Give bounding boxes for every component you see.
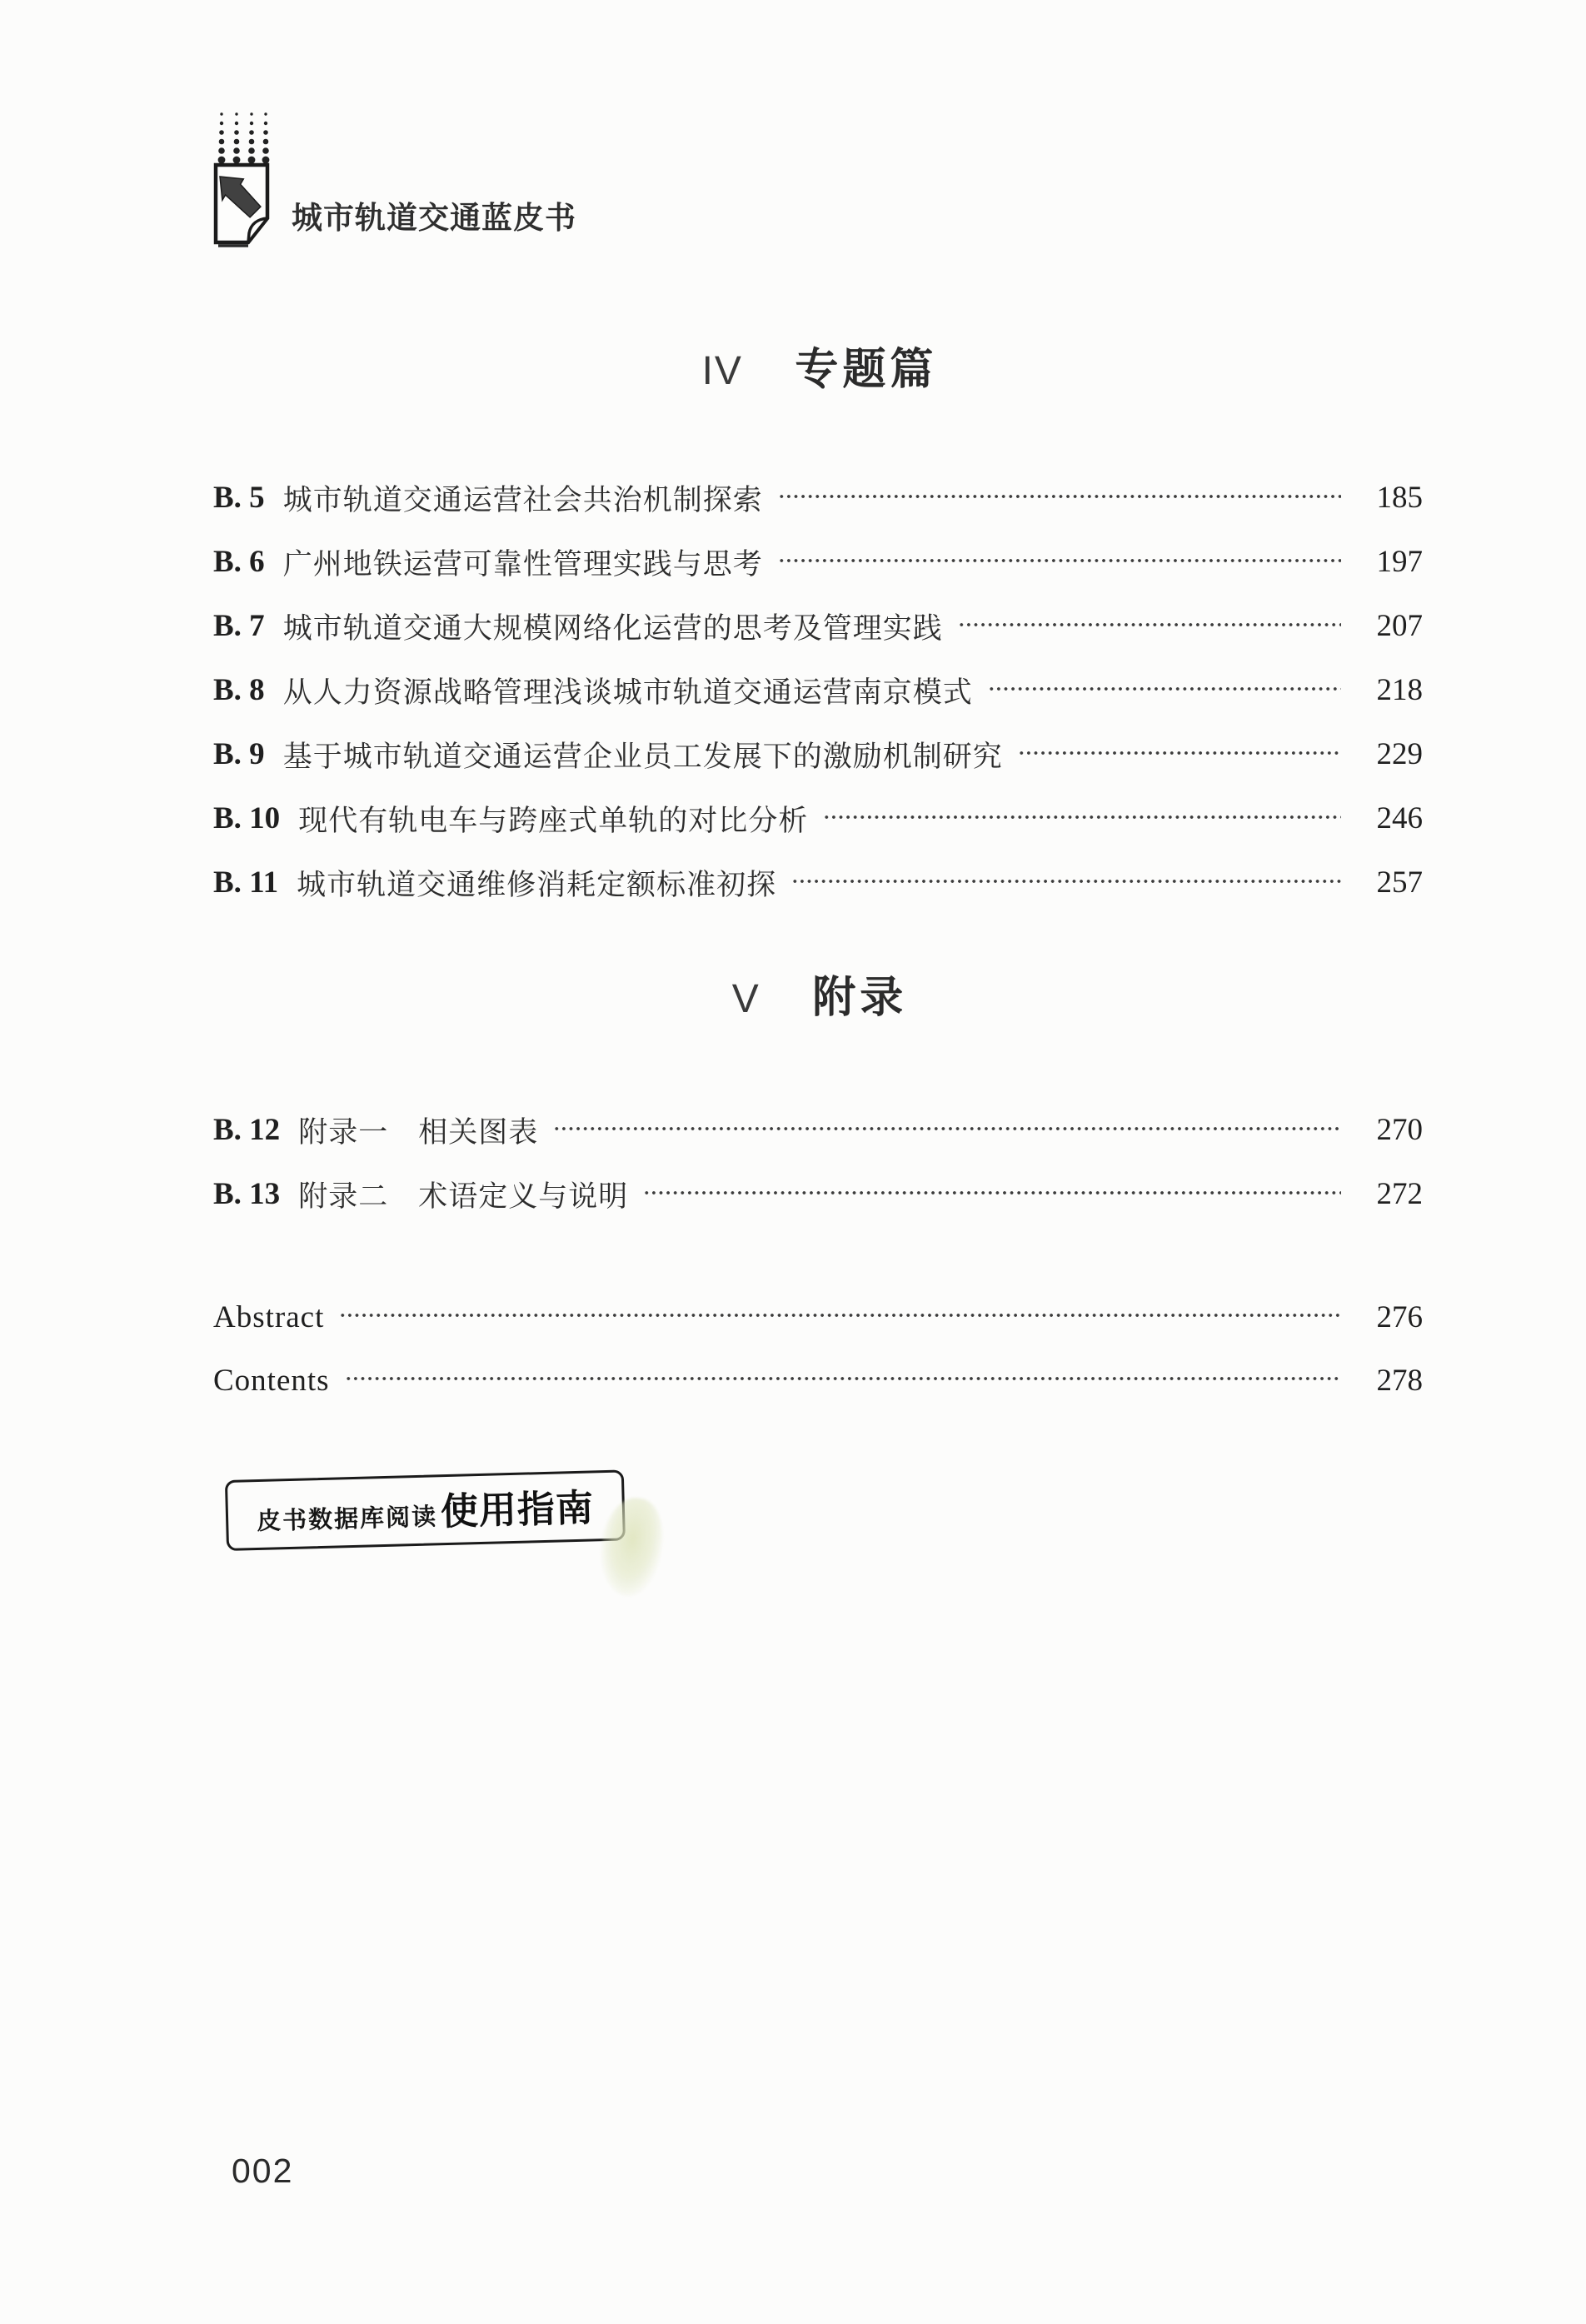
toc-entry — [213, 850, 1426, 915]
document-arrow-icon — [210, 162, 277, 250]
entry-title: 城市轨道交通大规模网络化运营的思考及管理实践 — [282, 611, 943, 645]
entry-page: 185 — [1376, 481, 1423, 515]
dot-leader — [643, 1189, 1341, 1196]
entry-page: 276 — [1376, 1299, 1423, 1334]
entry-label: B. 13 — [213, 1177, 281, 1211]
toc-entry — [213, 594, 1426, 658]
entry-label: B. 10 — [213, 801, 281, 835]
entry-title: 广州地铁运营可靠性管理实践与思考 — [282, 547, 763, 581]
toc-entry — [213, 786, 1426, 850]
toc-list-special — [213, 466, 1426, 915]
entry-label: B. 6 — [213, 545, 265, 579]
entry-page: 218 — [1376, 673, 1423, 707]
dot-leader — [778, 493, 1341, 500]
entry-page: 197 — [1376, 545, 1423, 579]
dot-leader — [553, 1125, 1341, 1132]
entry-label: B. 5 — [213, 481, 265, 515]
entry-label: Contents — [213, 1363, 330, 1398]
section-numeral: V — [731, 977, 761, 1021]
back-matter-list — [213, 1285, 1426, 1412]
entry-page: 246 — [1376, 801, 1423, 835]
entry-page: 257 — [1376, 865, 1423, 900]
entry-title: 现代有轨电车与跨座式单轨的对比分析 — [298, 804, 809, 837]
dot-leader — [1018, 750, 1341, 756]
back-matter-entry — [213, 1349, 1426, 1412]
toc-entry — [213, 658, 1426, 722]
entry-label: B. 9 — [213, 737, 265, 771]
entry-label: B. 8 — [213, 673, 265, 707]
entry-page: 207 — [1376, 609, 1423, 643]
entry-page: 278 — [1376, 1363, 1423, 1398]
toc-entry — [213, 1162, 1426, 1226]
entry-title: 城市轨道交通维修消耗定额标准初探 — [297, 868, 777, 901]
guide-prefix: 皮书数据库阅读 — [256, 1504, 438, 1536]
section-title: 附录 — [812, 974, 908, 1022]
guide-title: 使用指南 — [440, 1487, 595, 1534]
toc-entry — [213, 530, 1426, 594]
toc-list-appendix — [213, 1098, 1426, 1226]
dot-leader — [823, 814, 1341, 820]
entry-title: 从人力资源战略管理浅谈城市轨道交通运营南京模式 — [282, 676, 973, 709]
guide-stamp — [225, 1469, 626, 1551]
page-folio: 002 — [232, 2152, 294, 2190]
section-heading-appendix — [213, 970, 1426, 1026]
entry-label: B. 11 — [213, 865, 279, 900]
back-matter-entry — [213, 1285, 1426, 1349]
toc-entry — [213, 466, 1426, 530]
logo-dots-icon — [215, 108, 270, 165]
entry-page: 229 — [1376, 737, 1423, 771]
entry-title: 基于城市轨道交通运营企业员工发展下的激励机制研究 — [282, 740, 1003, 773]
entry-title: 附录二 术语定义与说明 — [298, 1179, 629, 1213]
dot-leader — [345, 1375, 1341, 1382]
entry-page: 270 — [1376, 1113, 1423, 1147]
dot-leader — [339, 1312, 1341, 1319]
dot-leader — [988, 686, 1341, 692]
toc-entry — [213, 1098, 1426, 1162]
brand-title: 城市轨道交通蓝皮书 — [292, 202, 576, 236]
entry-label: B. 7 — [213, 609, 265, 643]
section-title: 专题篇 — [795, 346, 938, 394]
section-numeral: IV — [701, 349, 743, 393]
entry-title: 城市轨道交通运营社会共治机制探索 — [282, 483, 763, 516]
toc-entry — [213, 722, 1426, 786]
dot-leader — [791, 878, 1341, 885]
entry-label: Abstract — [213, 1299, 325, 1334]
entry-title: 附录一 相关图表 — [298, 1115, 539, 1149]
dot-leader — [958, 621, 1341, 628]
section-heading-special — [213, 342, 1426, 398]
entry-label: B. 12 — [213, 1113, 281, 1147]
dot-leader — [778, 557, 1341, 564]
entry-page: 272 — [1376, 1177, 1423, 1211]
